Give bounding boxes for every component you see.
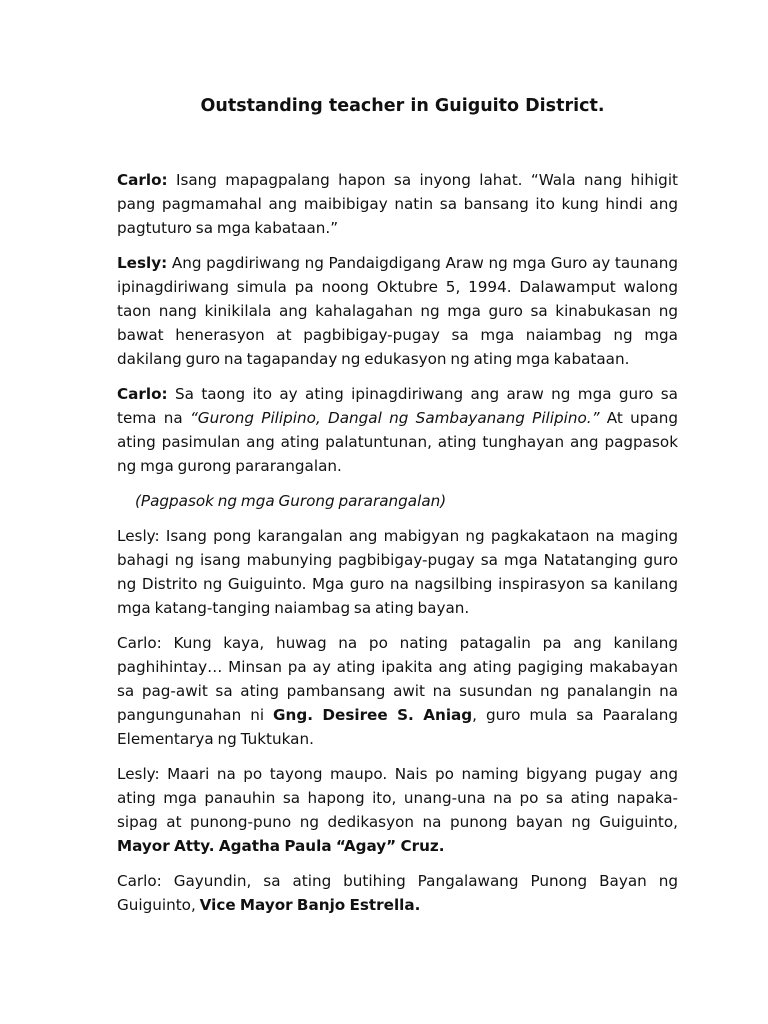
dialogue-text: Ang pagdiriwang ng Pandaigdigang Araw ng mga Guro ay taunang ipinagdiriwang simula pa noong Oktubre 5, 1994. Dalawamput walong taon nang kinikilala ang kahalagahan ng mga guro sa kinabukasan ng bawat henerasyon at pagbibigay-pugay sa mga naiambag ng mga dakilang guro na tagapanday ng edukasyon ng ating mga kabataan. — [117, 254, 678, 368]
dialogue-text: Sa taong ito ay ating ipinagdiriwang ang araw ng mga guro sa tema na — [117, 385, 678, 427]
dialogue-paragraph-lesly-2 — [117, 524, 678, 620]
dialogue-paragraph-carlo-2 — [117, 382, 678, 478]
dialogue-paragraph-carlo-3 — [117, 631, 678, 751]
dialogue-text: Carlo: Gayundin, sa ating butihing Pangalawang Punong Bayan ng Guiguinto, — [117, 872, 678, 914]
honoree-name: Vice Mayor Banjo Estrella. — [199, 896, 421, 914]
dialogue-paragraph-lesly-3 — [117, 762, 678, 858]
speaker-label: Lesly: — [117, 254, 168, 272]
dialogue-paragraph-carlo-4 — [117, 869, 678, 917]
dialogue-text: Lesly: Isang pong karangalan ang mabigyan ng pagkakataon na maging bahagi ng isang mabunying pagbibigay-pugay sa mga Natatanging guro ng Distrito ng Guiguinto. Mga guro na nagsilbing inspirasyon sa kanilang mga katang-tanging naiambag sa ating bayan. — [117, 527, 678, 617]
dialogue-text: At upang ating pasimulan ang ating palatuntunan, ating tunghayan ang pagpasok ng mga gurong pararangalan. — [117, 409, 678, 475]
theme-text: “Gurong Pilipino, Dangal ng Sambayanang Pilipino.” — [189, 409, 600, 427]
dialogue-text: Lesly: Maari na po tayong maupo. Nais po naming bigyang pugay ang ating mga panauhin sa hapong ito, unang-una na po sa ating napaka-sipag at punong-puno ng dedikasyon na punong bayan ng Guiguinto, — [117, 765, 678, 831]
stage-direction: (Pagpasok ng mga Gurong pararangalan) — [135, 492, 447, 510]
dialogue-text: Carlo: Kung kaya, huwag na po nating patagalin pa ang kanilang paghihintay… Minsan pa ay ating ipakita ang ating pagiging makabayan sa pag-awit sa ating pambansang awit na susundan ng panalangin na pangungunahan ni — [117, 634, 678, 724]
dialogue-text: Isang mapagpalang hapon sa inyong lahat. “Wala nang hihigit pang pagmamahal ang maibibigay natin sa bansang ito kung hindi ang pagtuturo sa mga kabataan.” — [117, 171, 678, 237]
document-title: Outstanding teacher in Guiguito District. — [200, 96, 605, 116]
dialogue-paragraph-carlo-1 — [117, 168, 678, 240]
dialogue-text: , guro mula sa Paaralang Elementarya ng Tuktukan. — [117, 706, 678, 748]
speaker-label: Carlo: — [117, 385, 168, 403]
honoree-name: Mayor Atty. Agatha Paula “Agay” Cruz. — [117, 837, 445, 855]
honoree-name: Gng. Desiree S. Aniag — [273, 706, 473, 724]
dialogue-paragraph-lesly-1 — [117, 251, 678, 371]
speaker-label: Carlo: — [117, 171, 168, 189]
